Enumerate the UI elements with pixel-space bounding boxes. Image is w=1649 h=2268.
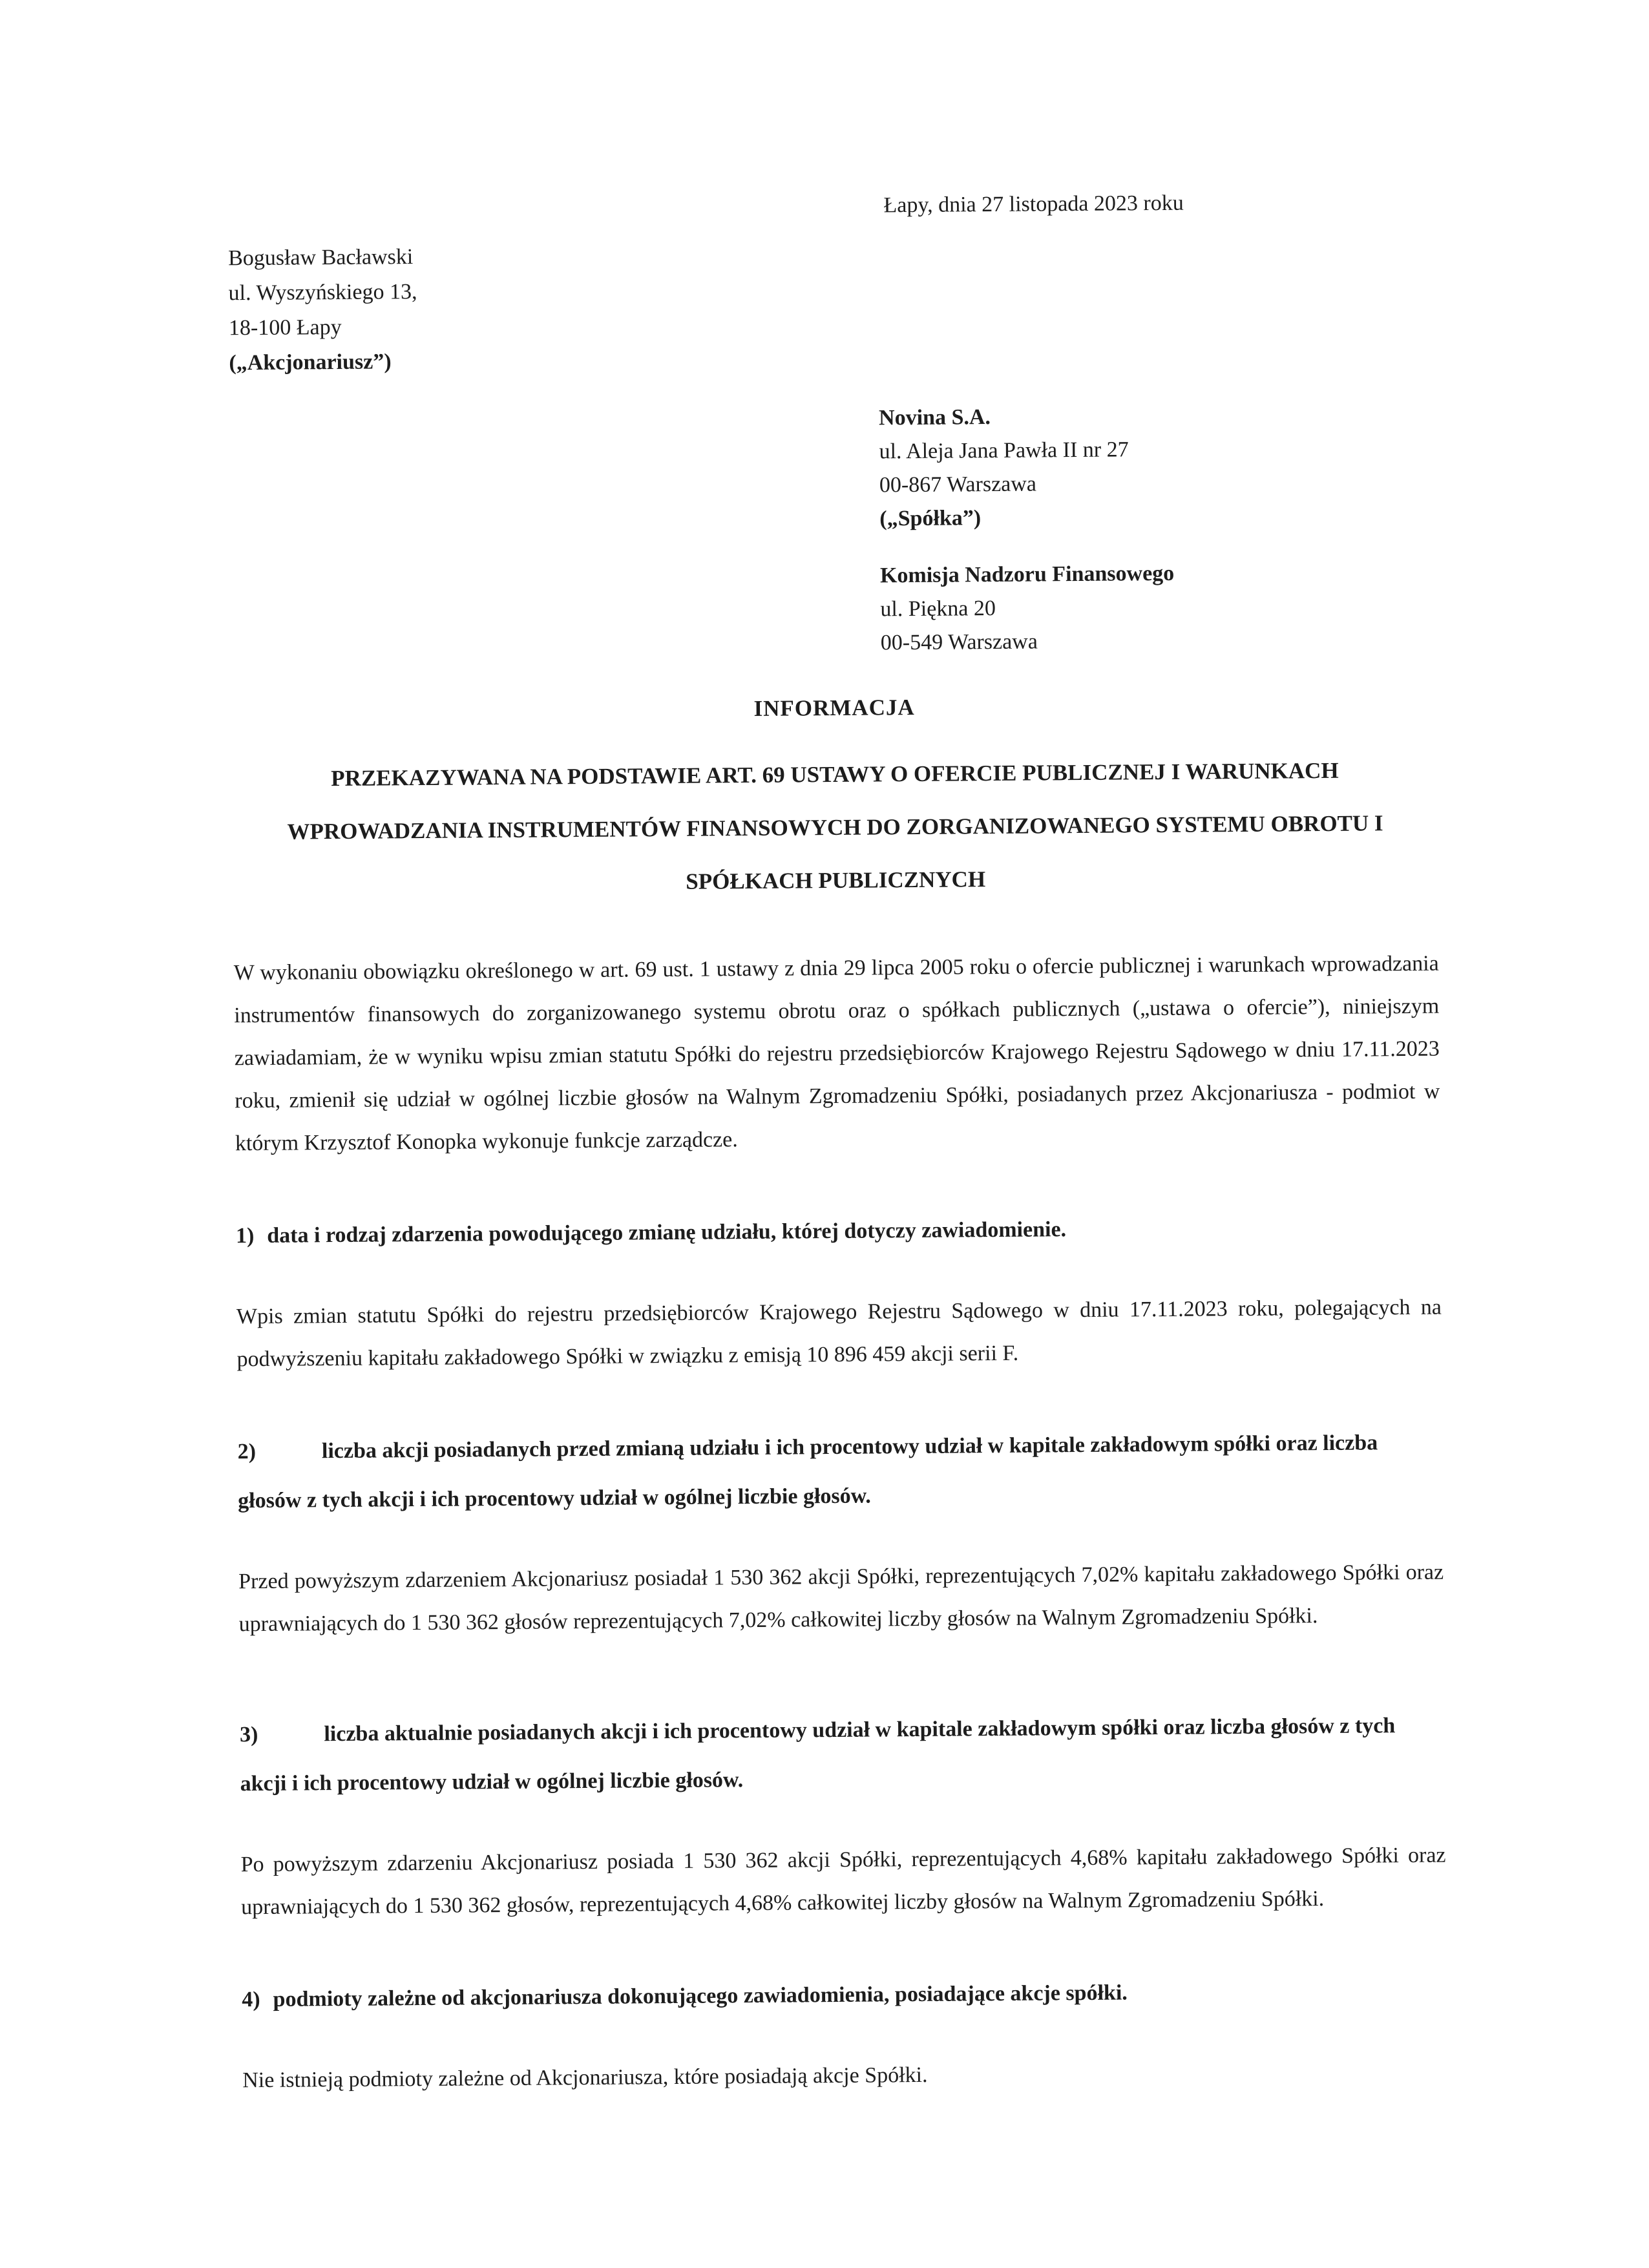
document-title: INFORMACJA [753,694,915,721]
section-2-body: Przed powyższym zdarzeniem Akcjonariusz posiadał 1 530 362 akcji Spółki, reprezentujących 7,02% kapitału zakładowego Spółki oraz uprawniających do 1 530 362 głosów reprezentujących 7,02% całkowitej liczby głosów na Walnym Zgromadzeniu Spółki. [238,1560,1444,1637]
section-1-body: Wpis zmian statutu Spółki do rejestru przedsiębiorców Krajowego Rejestru Sądowego w dniu 17.11.2023 roku, polegających na podwyższeniu kapitału zakładowego Spółki w związku z emisją 10 896 459 akcji serii F. [236,1295,1442,1372]
recipient-company-block [879,397,1436,536]
letter-content [226,0,1448,2124]
recipient-company-alias: („Spółka”) [879,506,982,531]
section-4-body: Nie istnieją podmioty zależne od Akcjonariusza, które posiadają akcje Spółki. [242,2063,928,2093]
recipient-knf-city: 00-549 Warszawa [880,629,1038,655]
section-1-number: 1) [235,1224,255,1248]
section-1-heading [236,1202,1442,1261]
section-3-title: liczba aktualnie posiadanych akcji i ich procentowy udział w kapitale zakładowym spółki oraz liczba głosów z tych akcji i ich procentowy udział w ogólnej liczbie głosów. [240,1714,1396,1796]
document-subtitle: PRZEKAZYWANA NA PODSTAWIE ART. 69 USTAWY O OFERCIE PUBLICZNEJ I WARUNKACH WPROWADZANIA INSTRUMENTÓW FINANSOWYCH DO ZORGANIZOWANEGO SYSTEMU OBROTU I SPÓŁKACH PUBLICZNYCH [287,757,1383,894]
section-2-number: 2) [237,1440,257,1464]
section-3-heading [240,1701,1445,1809]
sender-city: 18-100 Łapy [228,315,342,341]
recipient-knf-name: Komisja Nadzoru Finansowego [879,561,1175,588]
section-3-number: 3) [239,1723,258,1747]
section-2-heading [237,1418,1443,1526]
recipient-company-street: ul. Aleja Jana Pawła II nr 27 [879,437,1129,464]
sender-name: Bogusław Bacławski [227,245,414,271]
section-4-title: podmioty zależne od akcjonariusza dokonującego zawiadomienia, posiadające akcje spółki. [273,1980,1128,2011]
recipient-knf-street: ul. Piękna 20 [880,596,996,622]
date-line: Łapy, dnia 27 listopada 2023 roku [883,191,1184,218]
recipient-knf-block [880,555,1436,660]
section-1-title: data i rodzaj zdarzenia powodującego zmianę udziału, której dotyczy zawiadomienie. [267,1217,1067,1248]
section-4-number: 4) [242,1988,260,2012]
intro-paragraph: W wykonaniu obowiązku określonego w art. 69 ust. 1 ustawy z dnia 29 lipca 2005 roku o ofercie publicznej i warunkach wprowadzania instrumentów finansowych do zorganizowanego systemu obrotu oraz o spółkach publicznych („ustawa o ofercie”), niniejszym zawiadamiam, że w wyniku wpisu zmian statutu Spółki do rejestru przedsiębiorców Krajowego Rejestru Sądowego w dniu 17.11.2023 roku, zmienił się udział w ogólnej liczbie głosów na Walnym Zgromadzeniu Spółki, posiadanych przez Akcjonariusza - podmiot w którym Krzysztof Konopka wykonuje funkcje zarządcze. [233,951,1440,1156]
section-2-title: liczba akcji posiadanych przed zmianą udziału i ich procentowy udział w kapitale zakładowym spółki oraz liczba głosów z tych akcji i ich procentowy udział w ogólnej liczbie głosów. [238,1431,1378,1513]
recipient-company-city: 00-867 Warszawa [879,472,1037,498]
section-4-heading [242,1966,1447,2025]
sender-street: ul. Wyszyńskiego 13, [228,280,417,306]
sender-alias: („Akcjonariusz”) [229,350,392,375]
section-3-body: Po powyższym zdarzeniu Akcjonariusz posiada 1 530 362 akcji Spółki, reprezentujących 4,68% kapitału zakładowego Spółki oraz uprawniających do 1 530 362 głosów, reprezentujących 4,68% całkowitej liczby głosów na Walnym Zgromadzeniu Spółki. [240,1843,1446,1920]
recipient-company-name: Novina S.A. [878,405,991,430]
sender-address-block [228,232,1434,381]
